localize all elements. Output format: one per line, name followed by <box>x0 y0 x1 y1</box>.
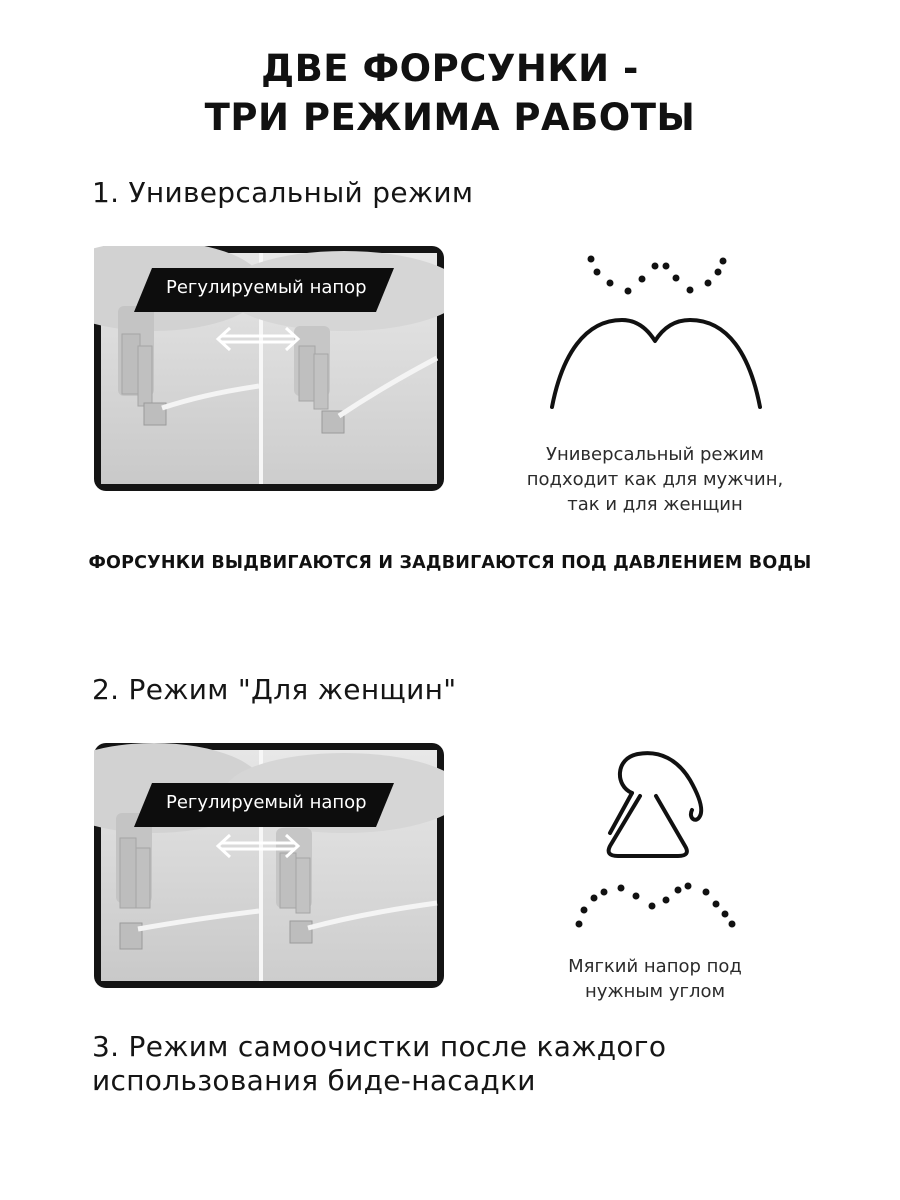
mode-2-banner-label: Регулируемый напор <box>166 792 367 813</box>
mode-1-heading: 1. Универсальный режим <box>92 176 474 209</box>
universal-mode-icon <box>540 245 780 425</box>
female-mode-icon <box>560 718 760 938</box>
mode-2-caption <box>500 954 810 1004</box>
mode-1-caption-line: Универсальный режим <box>546 444 764 465</box>
page-title-line-2: ТРИ РЕЖИМА РАБОТЫ <box>204 96 696 139</box>
mode-1-caption <box>500 442 810 517</box>
mode-1-photo <box>94 246 444 491</box>
mode-1-caption-line: подходит как для мужчин, <box>526 469 784 490</box>
pressure-note: ФОРСУНКИ ВЫДВИГАЮТСЯ И ЗАДВИГАЮТСЯ ПОД ДАВЛЕНИЕМ ВОДЫ <box>88 553 812 573</box>
nozzle-photo-illustration <box>94 743 444 988</box>
mode-2-heading: 2. Режим "Для женщин" <box>92 673 457 706</box>
mode-1-caption-line: так и для женщин <box>567 494 743 515</box>
mode-3-heading-line: использования биде-насадки <box>92 1064 536 1097</box>
mode-2-caption-line: нужным углом <box>584 981 726 1002</box>
mode-1-banner-label: Регулируемый напор <box>166 277 367 298</box>
mode-2-caption-line: Мягкий напор под <box>568 956 742 977</box>
mode-2-photo <box>94 743 444 988</box>
mode-3-heading <box>92 1030 666 1098</box>
mode-3-heading-line: 3. Режим самоочистки после каждого <box>92 1030 667 1063</box>
page-title-line-1: ДВЕ ФОРСУНКИ - <box>261 47 639 90</box>
